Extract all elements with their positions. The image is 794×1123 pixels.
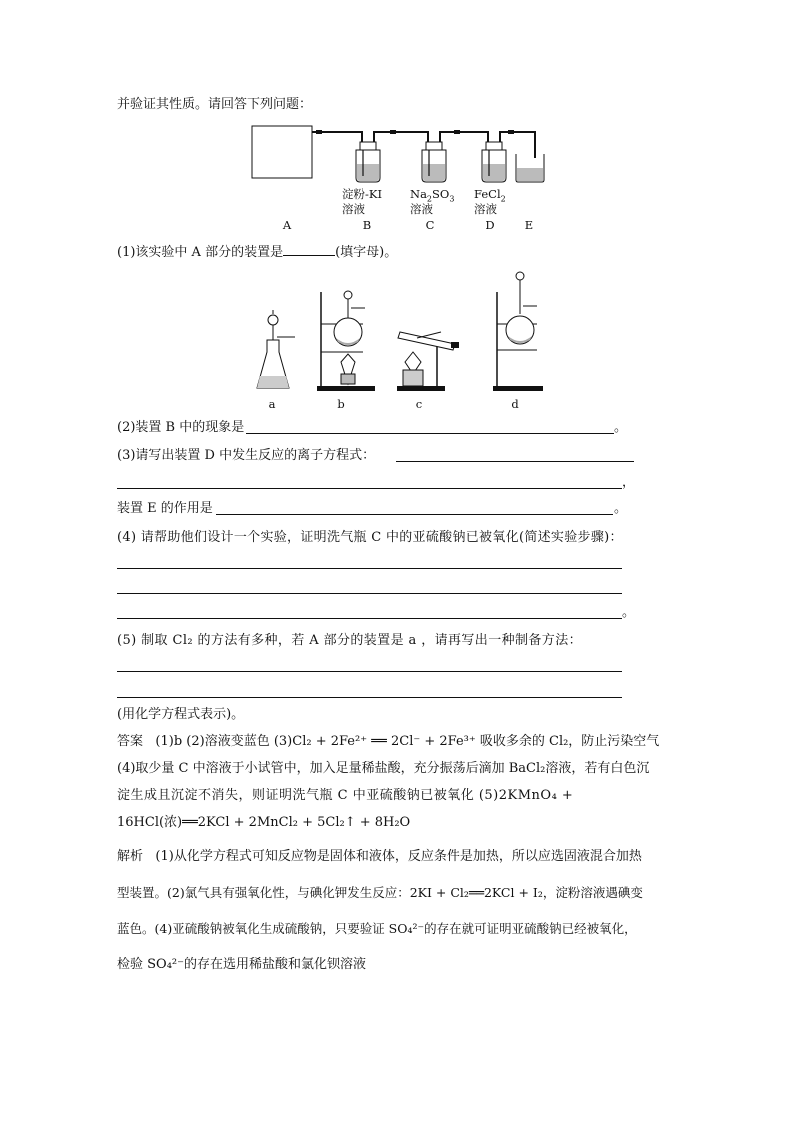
question-4-end: 。 [622,605,636,620]
question-5: (5) 制取 Cl₂ 的方法有多种，若 A 部分的装置是 a ，请再写出一种制备方法： [117,633,582,648]
analysis-line-2: 型装置。(2)氯气具有强氧化性，与碘化钾发生反应：2KI + Cl₂══2KCl + I₂，淀粉溶液遇碘变 [117,885,643,900]
wash-bottle-d [482,142,506,182]
answer-line-2: (4)取少量 C 中溶液于小试管中，加入足量稀盐酸，充分振荡后滴加 BaCl₂溶液，若有白色沉 [117,761,650,776]
question-3e-end: 。 [614,501,628,516]
answer-line-q5b[interactable] [117,697,622,698]
question-4: (4) 请帮助他们设计一个实验，证明洗气瓶 C 中的亚硫酸钠已被氧化(简述实验步骤)： [117,530,623,545]
answer-line-q4b[interactable] [117,593,622,594]
label-c-reagent: $Na_2SO_3$ [410,187,455,204]
apparatus-option-a [257,310,295,388]
wash-bottle-b [356,142,380,182]
intro-text: 并验证其性质。请回答下列问题： [117,97,313,112]
answer-line-q3b[interactable] [117,488,622,489]
question-1: (1)该实验中 A 部分的装置是 (填字母)。 [117,245,398,260]
question-5-after: (用化学方程式表示)。 [117,707,245,722]
label-d-reagent: FeCl$_2$ [474,187,506,204]
apparatus-option-b [317,291,375,391]
apparatus-a-box [252,126,312,178]
answer-line-q5a[interactable] [117,671,622,672]
analysis-line-3: 蓝色。(4)亚硫酸钠被氧化生成硫酸钠，只要验证 SO₄²⁻的存在就可证明亚硫酸钠已经被氧化， [117,921,637,936]
letter-e: E [524,218,534,232]
question-3-e: 装置 E 的作用是 [117,501,213,516]
apparatus-option-d [493,272,543,391]
wash-bottle-c [422,142,446,182]
question-3-comma: ， [622,475,636,490]
analysis-line-4: 检验 SO₄²⁻的存在选用稀盐酸和氯化钡溶液 [117,957,366,972]
answer-line-4: 16HCl(浓)══2KCl + 2MnCl₂ + 5Cl₂↑ + 8H₂O [117,815,411,830]
question-2-end: 。 [614,420,628,435]
analysis-label: 解析 [117,849,144,864]
answer-line-q4c[interactable] [117,618,622,619]
answer-line-1: 答案 (1)b (2)溶液变蓝色 (3)Cl₂ + 2Fe²⁺ ══ 2Cl⁻ + 2Fe³⁺ 吸收多余的 Cl₂，防止污染空气 [117,734,660,749]
letter-d: D [485,218,495,232]
option-label-d: d [511,397,519,411]
option-label-b: b [337,397,345,411]
letter-a: A [282,218,292,232]
analysis-line-1: 解析 (1)从化学方程式可知反应物是固体和液体，反应条件是加热，所以应选固液混合加热 [117,849,642,864]
label-d-solution: 溶液 [474,202,497,216]
label-c-solution: 溶液 [410,202,433,216]
letter-c: C [425,218,435,232]
question-2: (2)装置 B 中的现象是 [117,420,245,435]
answer-label: 答案 [117,734,144,749]
option-label-c: c [415,397,423,411]
beaker-e [516,154,544,182]
label-b-reagent: 淀粉-KI [342,187,383,201]
question-3: (3)请写出装置 D 中发生反应的离子方程式： [117,448,376,463]
label-b-solution: 溶液 [342,202,365,216]
answer-line-q3e[interactable] [216,514,613,515]
answer-line-q2[interactable] [246,433,614,434]
answer-line-q4a[interactable] [117,568,622,569]
option-label-a: a [268,397,276,411]
apparatus-option-c [397,332,459,391]
letter-b: B [362,218,372,232]
gas-apparatus-diagram [250,120,550,195]
answer-line-3: 淀生成且沉淀不消失，则证明洗气瓶 C 中亚硫酸钠已被氧化 (5)2KMnO₄ + [117,788,574,803]
answer-line-q3a[interactable] [396,461,634,462]
apparatus-options-diagram [245,262,555,397]
